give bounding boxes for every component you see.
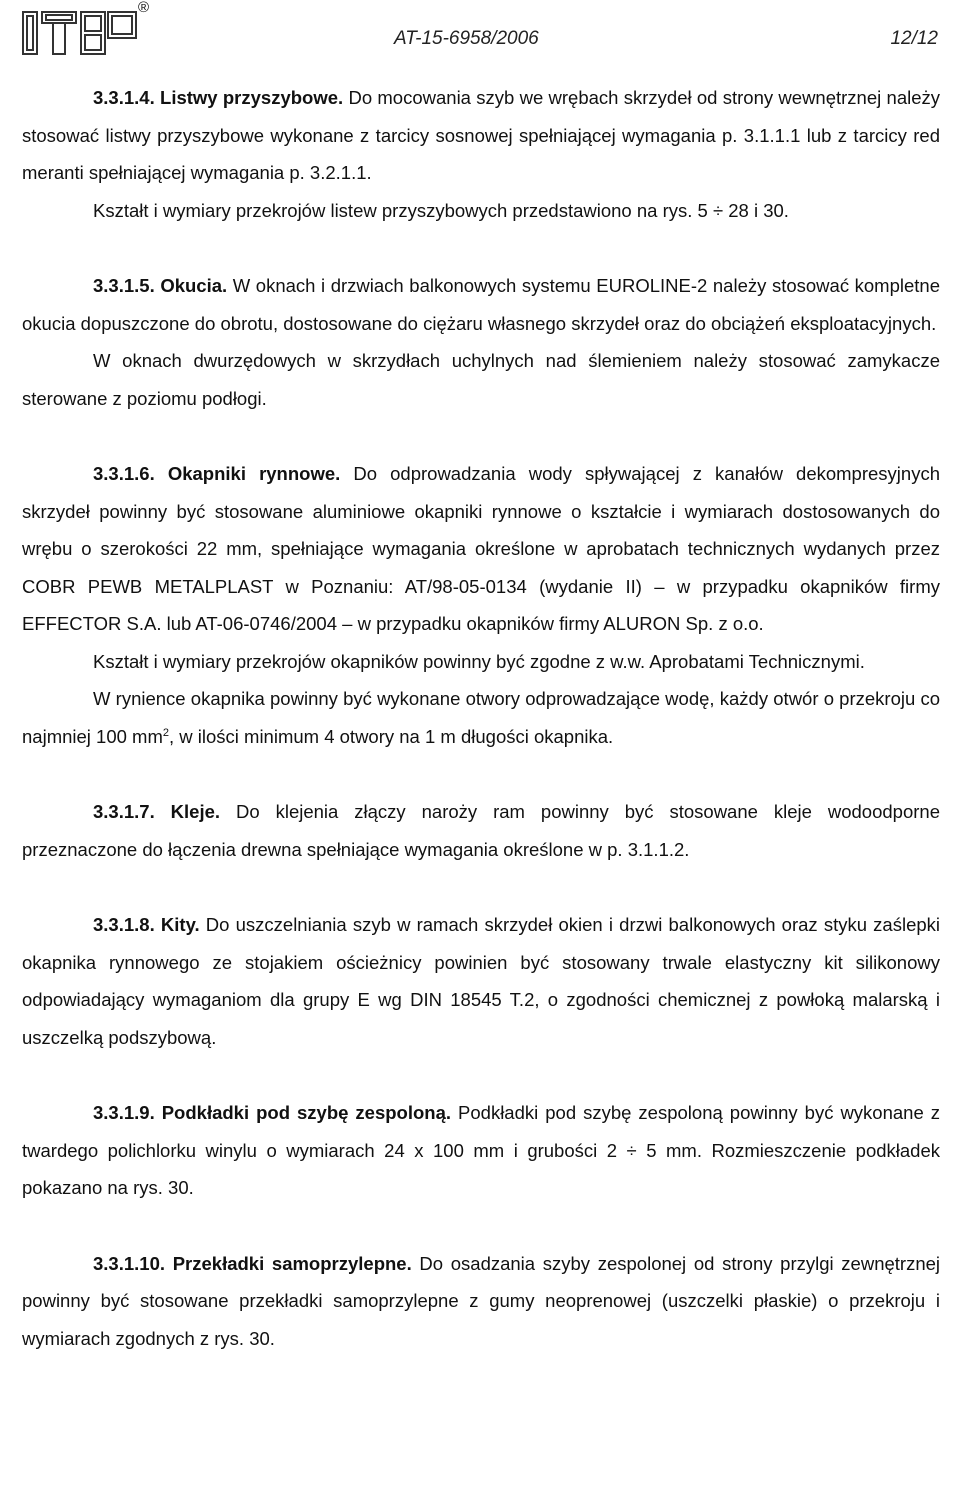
section-title: Kity.	[160, 914, 200, 935]
paragraph-text: W rynience okapnika powinny być wykonane otwory odprowadzające wodę, każdy otwór o przekroju co najmniej 100 mm	[22, 688, 940, 747]
section-text: Do mocowania szyb we wrębach skrzydeł od strony wewnętrznej należy stosować listwy przyszybowe wykonane z tarcicy sosnowej spełniającej wymagania p. 3.1.1.1 lub z tarcicy red meranti spełniającej wymagania p. 3.2.1.1.	[22, 87, 941, 183]
section-number: 3.3.1.6.	[93, 463, 155, 484]
section-title: Listwy przyszybowe.	[160, 87, 344, 108]
section-okapniki	[22, 455, 940, 643]
document-page	[22, 0, 940, 1357]
section-title: Okapniki rynnowe.	[167, 463, 341, 484]
section-paragraph: Kształt i wymiary przekrojów okapników powinny być zgodne z w.w. Aprobatami Technicznymi.	[93, 650, 865, 672]
section-text: Do uszczelniania szyb w ramach skrzydeł okien i drzwi balkonowych oraz styku zaślepki okapnika rynnowego ze stojakiem ościeżnicy powinien być stosowany trwale elastyczny kit silikonowy odpowiadający wymaganiom dla grupy E wg DIN 18545 T.2, o zgodności chemicznej z powłoką malarską i uszczelką podszybową.	[22, 914, 941, 1048]
section-number: 3.3.1.5.	[93, 275, 155, 296]
section-title: Okucia.	[160, 275, 228, 296]
registered-mark: ®	[138, 0, 150, 16]
section-okucia	[22, 267, 940, 342]
section-paragraph: Kształt i wymiary przekrojów listew przyszybowych przedstawiono na rys. 5 ÷ 28 i 30.	[93, 199, 789, 221]
page-header	[22, 0, 940, 68]
section-kleje	[22, 793, 940, 868]
document-id: AT-15-6958/2006	[394, 28, 539, 49]
section-paragraph: W oknach dwurzędowych w skrzydłach uchylnych nad ślemieniem należy stosować zamykacze sterowane z poziomu podłogi.	[22, 350, 940, 409]
section-kity	[22, 906, 940, 1056]
section-podkladki	[22, 1094, 940, 1207]
section-text: Podkładki pod szybę zespoloną powinny być wykonane z twardego polichlorku winylu o wymiarach 24 x 100 mm i grubości 2 ÷ 5 mm. Rozmieszczenie podkładek pokazano na rys. 30.	[22, 1102, 940, 1198]
section-number: 3.3.1.7.	[93, 801, 155, 822]
section-number: 3.3.1.10.	[93, 1252, 166, 1274]
section-number: 3.3.1.8.	[93, 914, 155, 935]
section-listwy	[22, 79, 940, 192]
page-number: 12/12	[890, 28, 938, 49]
section-text: Do klejenia złączy naroży ram powinny być stosowane kleje wodoodporne przeznaczone do łączenia drewna spełniające wymagania określone w p. 3.1.1.2.	[22, 801, 940, 860]
superscript: 2	[162, 726, 169, 739]
section-paragraph	[22, 680, 940, 755]
section-title: Podkładki pod szybę zespoloną.	[161, 1102, 452, 1123]
section-text: Do odprowadzania wody spływającej z kanałów dekompresyjnych skrzydeł powinny być stosowane aluminiowe okapniki rynnowe o kształcie i wymiarach dostosowanych do wrębu o szerokości 22 mm, spełniające wymagania określone w aprobatach technicznych wydanych przez COBR PEWB METALPLAST w Poznaniu: AT/98-05-0134 (wydanie II) – w przypadku okapników firmy EFFECTOR S.A. lub AT-06-0746/2004 – w przypadku okapników firmy ALURON Sp. z o.o.	[22, 463, 940, 634]
paragraph-text: , w ilości minimum 4 otwory na 1 m długości okapnika.	[169, 725, 614, 747]
section-title: Przekładki samoprzylepne.	[172, 1252, 412, 1274]
section-text: Do osadzania szyby zespolonej od strony przylgi zewnętrznej powinny być stosowane przekładki samoprzylepne z gumy neoprenowej (uszczelki płaskie) o przekroju i wymiarach zgodnych z rys. 30.	[22, 1252, 941, 1349]
section-text: W oknach i drzwiach balkonowych systemu EUROLINE-2 należy stosować kompletne okucia dopuszczone do obrotu, dostosowane do ciężaru własnego skrzydeł oraz do obciążeń eksploatacyjnych.	[22, 275, 941, 334]
section-number: 3.3.1.4.	[93, 87, 155, 108]
section-przekladki	[22, 1245, 940, 1358]
section-number: 3.3.1.9.	[93, 1102, 155, 1123]
section-title: Kleje.	[170, 801, 221, 822]
itb-logo	[22, 10, 150, 56]
